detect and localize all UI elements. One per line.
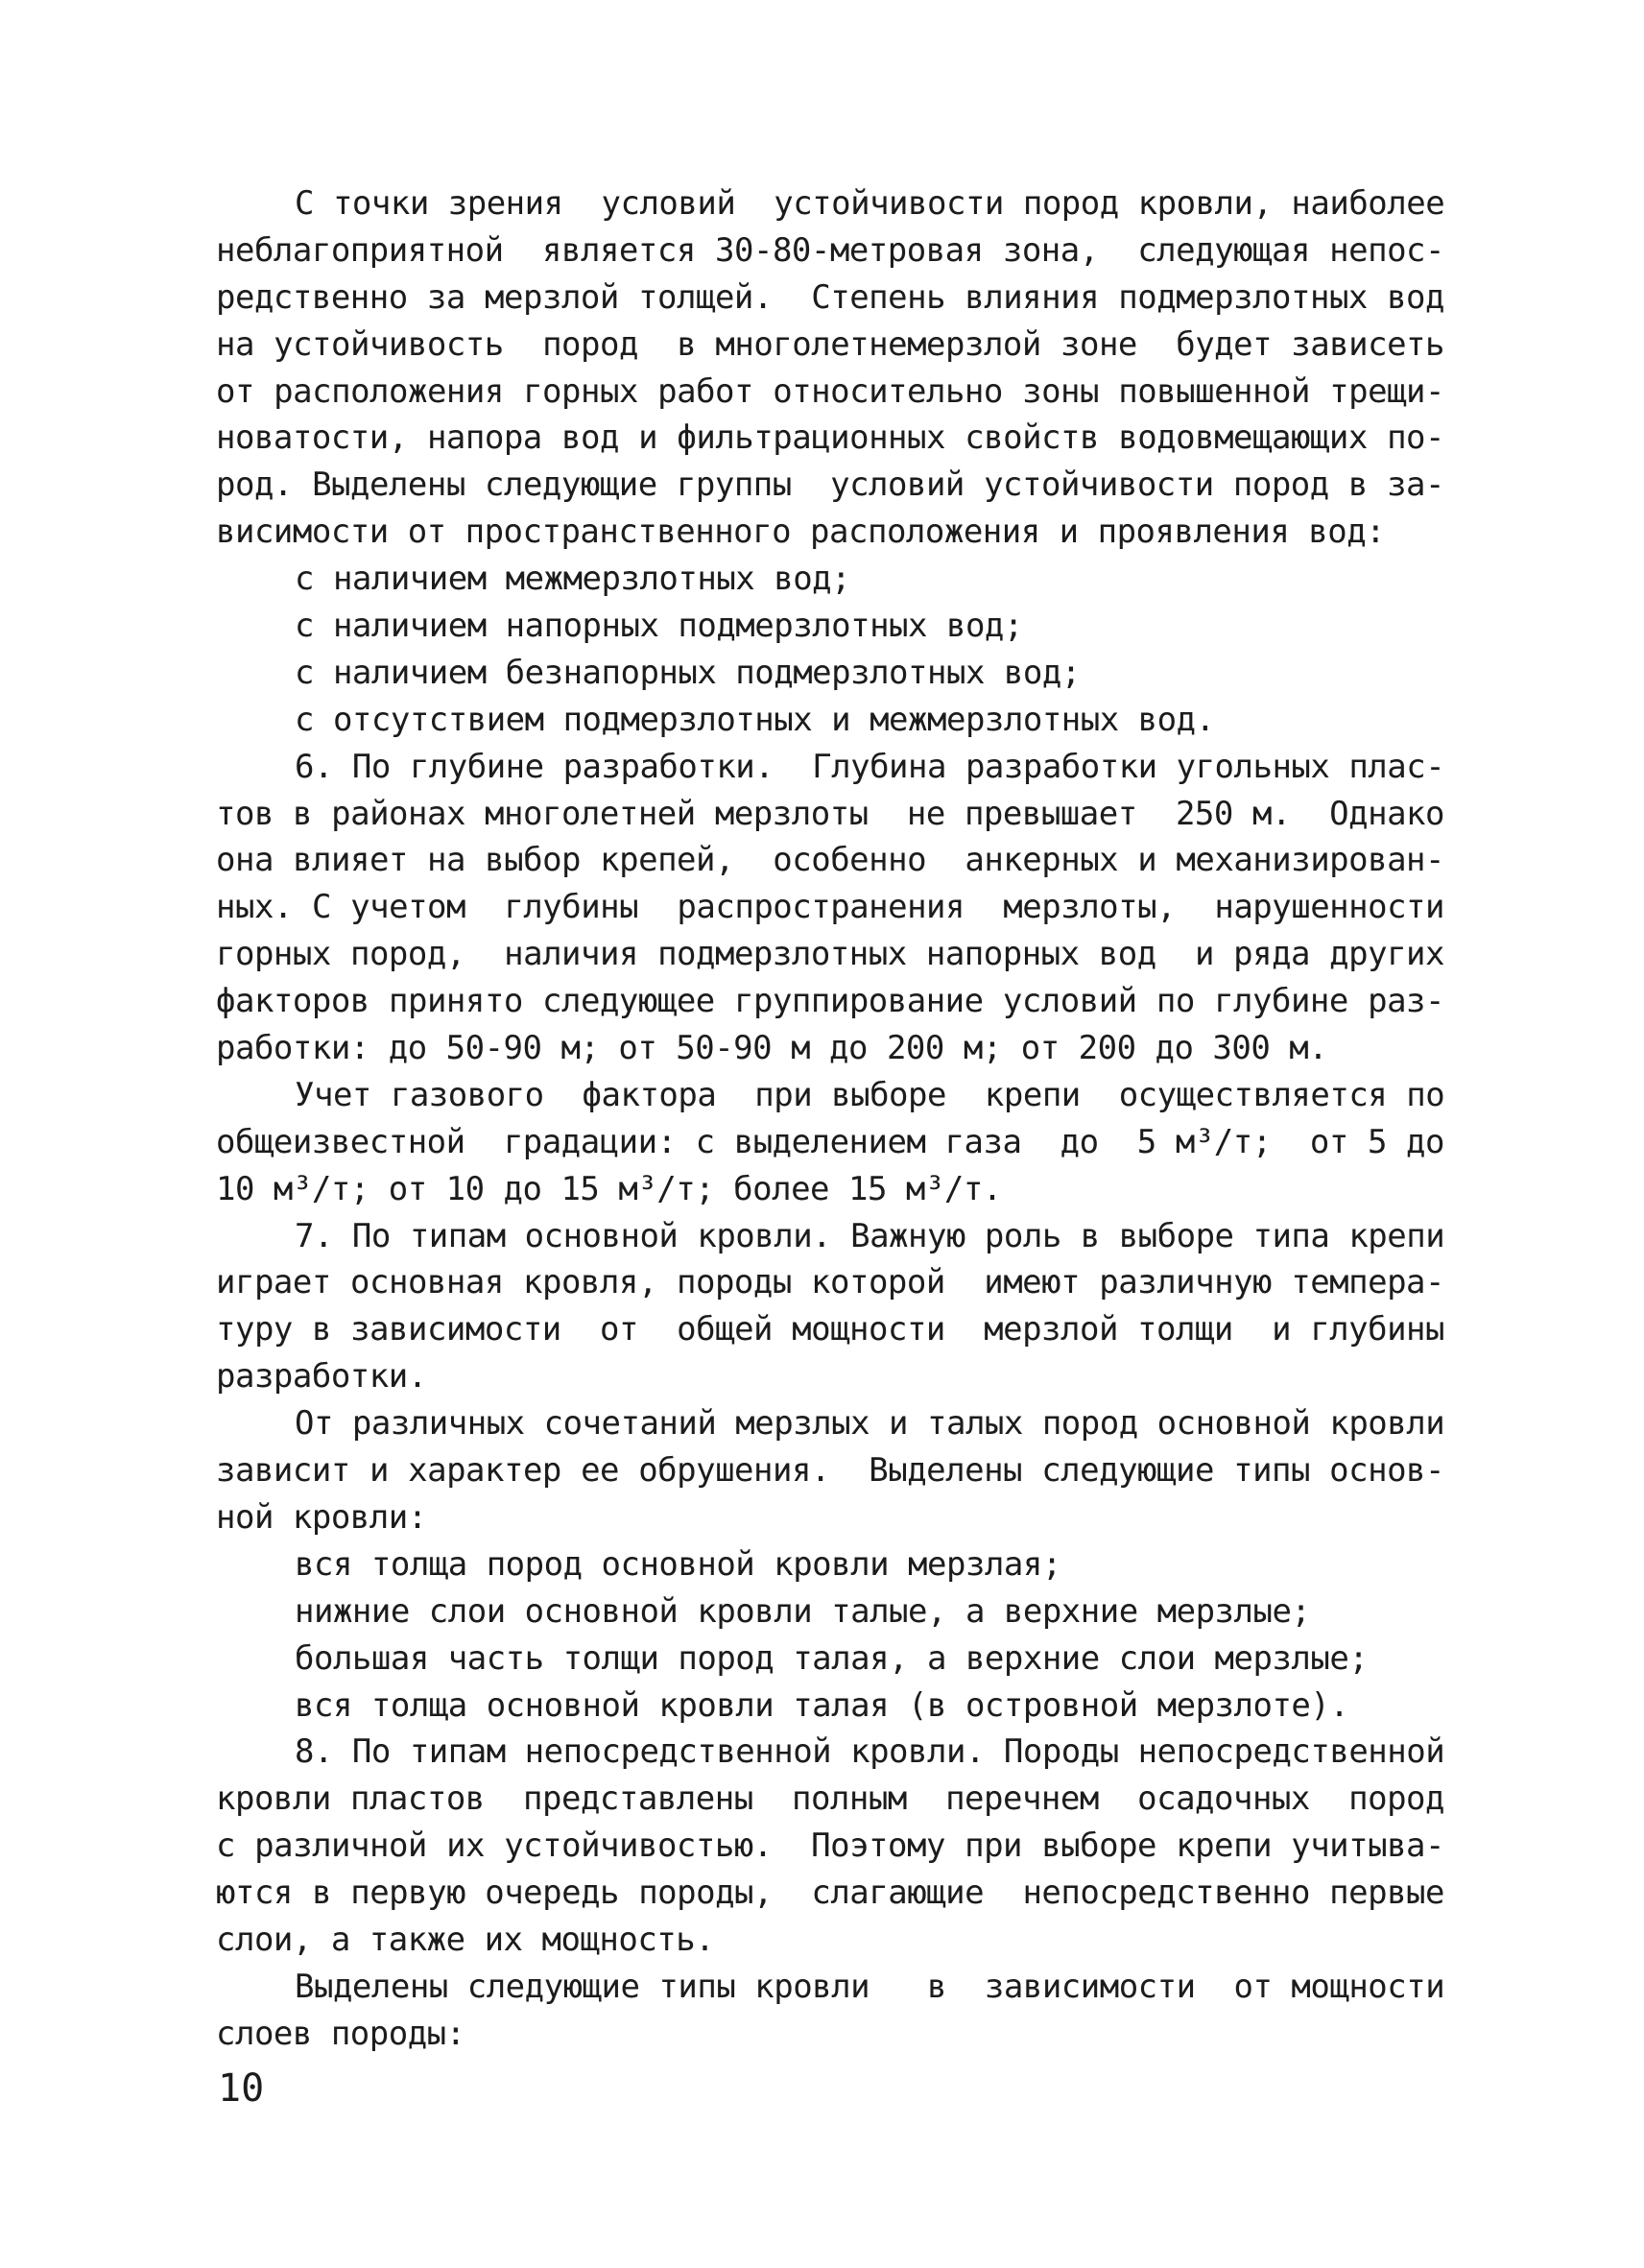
paragraph-line: слоев породы: (216, 2014, 465, 2053)
paragraph-line: 6. По глубине разработки. Глубина разработки угольных плас- (295, 747, 1445, 786)
paragraph-line: Выделены следующие типы кровли в зависимости от мощности (295, 1967, 1445, 2006)
paragraph-line: на устойчивость пород в многолетнемерзлой зоне будет зависеть (216, 324, 1444, 364)
list-item: вся толща пород основной кровли мерзлая; (295, 1544, 1061, 1584)
paragraph-line: 7. По типам основной кровли. Важную роль в выборе типа крепи (295, 1216, 1445, 1255)
paragraph-line: тов в районах многолетней мерзлоты не превышает 250 м. Однако (216, 794, 1444, 833)
paragraph-line: кровли пластов представлены полным перечнем осадочных пород (216, 1779, 1444, 1819)
list-item: нижние слои основной кровли талые, а верхние мерзлые; (295, 1591, 1311, 1631)
paragraph-line: зависит и характер ее обрушения. Выделены следующие типы основ- (216, 1451, 1444, 1491)
paragraph-line: С точки зрения условий устойчивости пород кровли, наиболее (295, 184, 1445, 223)
list-item: с наличием безнапорных подмерзлотных вод; (295, 653, 1081, 692)
list-item: с отсутствием подмерзлотных и межмерзлотных вод. (295, 700, 1215, 739)
paragraph-line: ются в первую очередь породы, слагающие непосредственно первые (216, 1874, 1444, 1913)
paragraph-line: играет основная кровля, породы которой имеют различную темпера- (216, 1263, 1444, 1302)
paragraph-line: туру в зависимости от общей мощности мерзлой толщи и глубины (216, 1310, 1444, 1349)
paragraph-line: неблагоприятной является 30-80-метровая зона, следующая непос- (216, 230, 1444, 270)
paragraph-line: 8. По типам непосредственной кровли. Породы непосредственной (295, 1732, 1445, 1772)
paragraph-line: общеизвестной градации: с выделением газа до 5 м³/т; от 5 до (216, 1122, 1444, 1161)
paragraph-line: слои, а также их мощность. (216, 1920, 715, 1959)
paragraph-line: ных. С учетом глубины распространения мерзлоты, нарушенности (216, 888, 1444, 927)
paragraph-line: она влияет на выбор крепей, особенно анкерных и механизирован- (216, 841, 1444, 880)
paragraph-line: факторов принято следующее группирование условий по глубине раз- (216, 982, 1444, 1021)
paragraph-line: с различной их устойчивостью. Поэтому при выборе крепи учитыва- (216, 1826, 1444, 1866)
document-body (216, 180, 1444, 2058)
list-item: вся толща основной кровли талая (в островной мерзлоте). (295, 1685, 1349, 1725)
paragraph-line: ной кровли: (216, 1497, 427, 1537)
paragraph-line: висимости от пространственного расположения и проявления вод: (216, 513, 1386, 552)
list-item: большая часть толщи пород талая, а верхние слои мерзлые; (295, 1638, 1369, 1678)
paragraph-line: От различных сочетаний мерзлых и талых пород основной кровли (295, 1404, 1445, 1444)
paragraph-line: редственно за мерзлой толщей. Степень влияния подмерзлотных вод (216, 277, 1444, 317)
paragraph-line: от расположения горных работ относительно зоны повышенной трещи- (216, 371, 1444, 411)
paragraph-line: работки: до 50-90 м; от 50-90 м до 200 м; от 200 до 300 м. (216, 1029, 1328, 1068)
paragraph-line: разработки. (216, 1357, 427, 1397)
paragraph-line: род. Выделены следующие группы условий устойчивости пород в за- (216, 466, 1444, 505)
list-item: с наличием напорных подмерзлотных вод; (295, 607, 1023, 646)
paragraph-line: 10 м³/т; от 10 до 15 м³/т; более 15 м³/т. (216, 1169, 1002, 1208)
paragraph-line: новатости, напора вод и фильтрационных свойств водовмещающих по- (216, 418, 1444, 458)
page-number: 10 (218, 2066, 265, 2111)
list-item: с наличием межмерзлотных вод; (295, 560, 851, 599)
paragraph-line: Учет газового фактора при выборе крепи осуществляется по (295, 1075, 1445, 1114)
paragraph-line: горных пород, наличия подмерзлотных напорных вод и ряда других (216, 935, 1444, 974)
